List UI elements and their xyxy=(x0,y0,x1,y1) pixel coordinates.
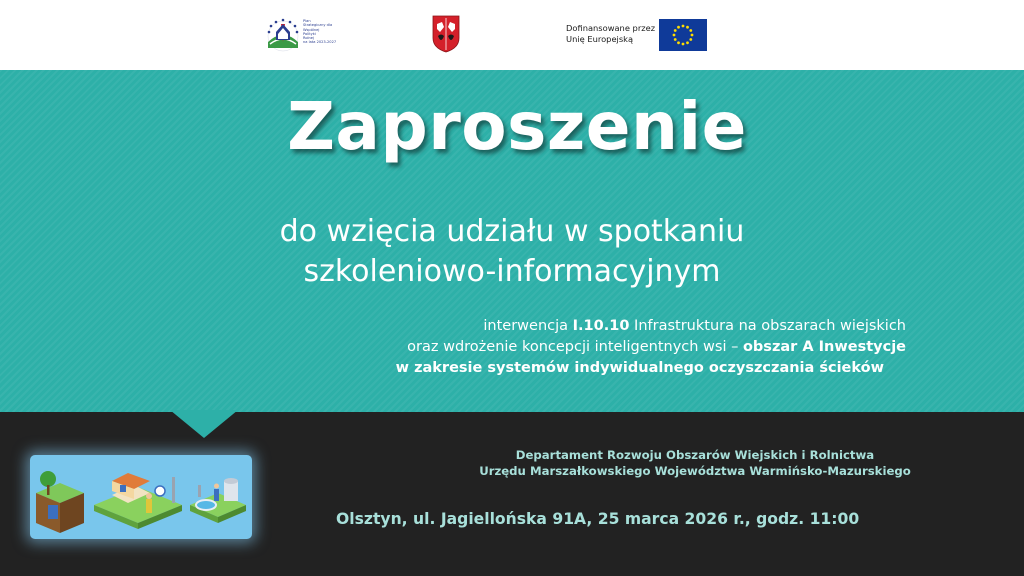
description-bold-text: obszar A Inwestycje xyxy=(742,339,906,355)
description-text: Infrastruktura na obszarach wiejskich xyxy=(629,318,906,334)
intervention-code: I.10.10 xyxy=(572,318,630,334)
sewage-systems-illustration xyxy=(30,455,252,539)
department-line-1: Departament Rozwoju Obszarów Wiejskich i Rolnictwa xyxy=(515,448,875,462)
description-bold-text: w zakresie systemów indywidualnego oczyszczania ścieków xyxy=(395,360,884,376)
description-line-3 xyxy=(266,358,906,379)
department-line-2: Urzędu Marszałkowskiego Województwa Warmińsko-Mazurskiego xyxy=(479,464,911,478)
page-title: Zaproszenie xyxy=(287,88,747,165)
ksow-logo-text: Plan Strategiczny dla Wspólnej Polityki Rolnej na lata 2023-2027 xyxy=(303,19,337,45)
place-and-date: Olsztyn, ul. Jagiellońska 91A, 25 marca 2026 r., godz. 11:00 xyxy=(336,510,860,528)
header-bar xyxy=(0,0,1024,70)
eu-flag-icon xyxy=(659,19,707,51)
house-icon xyxy=(94,473,182,529)
subtitle-line-2: szkoleniowo-informacyjnym xyxy=(303,254,721,289)
subtitle xyxy=(0,212,1024,292)
eu-funding-text: Dofinansowane przez Unię Europejską xyxy=(566,23,656,44)
subtitle-line-1: do wzięcia udziału w spotkaniu xyxy=(279,214,745,249)
description-line-2 xyxy=(266,337,906,358)
description-line-1 xyxy=(266,316,906,337)
treatment-plant-icon xyxy=(190,478,246,523)
description-text: interwencja xyxy=(483,318,573,334)
department-name xyxy=(345,447,1024,479)
voivodeship-crest-icon xyxy=(431,14,461,54)
intervention-description xyxy=(266,316,906,379)
soil-block-icon xyxy=(36,471,84,533)
ksow-logo xyxy=(262,14,346,56)
callout-pointer xyxy=(170,410,238,438)
ksow-emblem-icon xyxy=(262,14,304,56)
description-text: oraz wdrożenie koncepcji inteligentnych wsi – xyxy=(407,339,743,355)
